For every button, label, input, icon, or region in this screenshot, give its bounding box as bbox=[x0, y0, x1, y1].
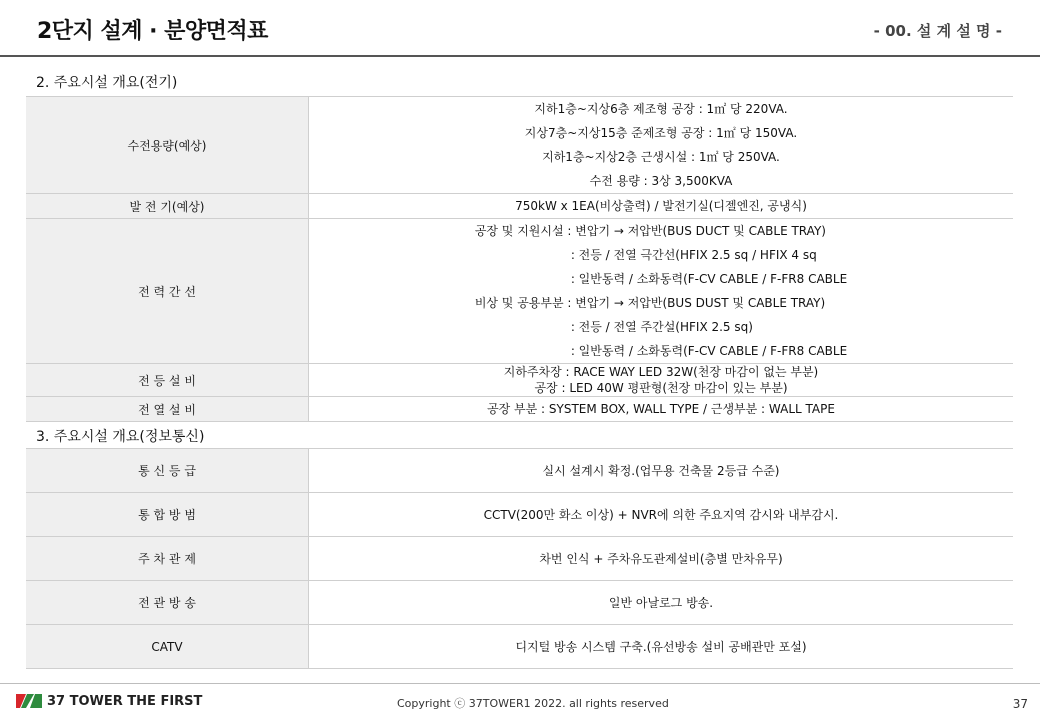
value-line: 공장 부분 : SYSTEM BOX, WALL TYPE / 근생부분 : WALL TAPE bbox=[487, 402, 835, 416]
row-value bbox=[309, 364, 1014, 397]
section-tag: - 00. 설 계 설 명 - bbox=[873, 22, 1002, 40]
feeder-block bbox=[475, 219, 847, 363]
brand-name: 37 TOWER THE FIRST bbox=[47, 694, 203, 709]
row-value bbox=[309, 97, 1014, 194]
row-label: 전 관 방 송 bbox=[26, 581, 309, 625]
row-value: 차번 인식 + 주차유도관제설비(층별 만차유무) bbox=[309, 537, 1014, 581]
value-line: 750kW x 1EA(비상출력) / 발전기실(디젤엔진, 공냉식) bbox=[515, 199, 807, 213]
electric-table bbox=[26, 96, 1013, 422]
table-row bbox=[26, 625, 1013, 669]
row-value: 일반 아날로그 방송. bbox=[309, 581, 1014, 625]
row-value: 실시 설계시 확정.(업무용 건축물 2등급 수준) bbox=[309, 449, 1014, 493]
value-line: 지하1층~지상6층 제조형 공장 : 1㎡ 당 220VA. bbox=[534, 102, 788, 116]
table-row bbox=[26, 194, 1013, 219]
table-row bbox=[26, 493, 1013, 537]
row-label: 전 력 간 선 bbox=[26, 219, 309, 364]
row-value bbox=[309, 194, 1014, 219]
row-label: 발 전 기(예상) bbox=[26, 194, 309, 219]
row-label: 통 합 방 범 bbox=[26, 493, 309, 537]
value-line: 수전 용량 : 3상 3,500KVA bbox=[589, 174, 733, 188]
value-line: 공장 : LED 40W 평판형(천장 마감이 있는 부분) bbox=[534, 381, 788, 395]
page-number: 37 bbox=[1012, 697, 1028, 711]
value-line: 비상 및 공용부분 : 변압기 → 저압반(BUS DUST 및 CABLE TRAY) bbox=[474, 296, 826, 310]
table-row bbox=[26, 449, 1013, 493]
value-line: : 일반동력 / 소화동력(F-CV CABLE / F-FR8 CABLE bbox=[570, 344, 848, 358]
page-header bbox=[0, 0, 1040, 56]
table-row bbox=[26, 364, 1013, 397]
row-label: 전 열 설 비 bbox=[26, 397, 309, 422]
table-row bbox=[26, 581, 1013, 625]
header-divider bbox=[0, 55, 1040, 57]
section-title-comm: 3. 주요시설 개요(정보통신) bbox=[36, 429, 205, 445]
row-label: 전 등 설 비 bbox=[26, 364, 309, 397]
row-value bbox=[309, 397, 1014, 422]
row-value bbox=[309, 219, 1014, 364]
page-title: 2단지 설계 · 분양면적표 bbox=[37, 19, 268, 44]
comm-table bbox=[26, 448, 1013, 669]
row-label: 통 신 등 급 bbox=[26, 449, 309, 493]
value-line: 지상7층~지상15층 준제조형 공장 : 1㎡ 당 150VA. bbox=[524, 126, 798, 140]
value-line: 지하1층~지상2층 근생시설 : 1㎡ 당 250VA. bbox=[542, 150, 780, 164]
table-row bbox=[26, 97, 1013, 194]
row-label: 수전용량(예상) bbox=[26, 97, 309, 194]
table-row bbox=[26, 219, 1013, 364]
value-line: : 전등 / 전열 극간선(HFIX 2.5 sq / HFIX 4 sq bbox=[570, 248, 817, 262]
value-line: : 전등 / 전열 주간설(HFIX 2.5 sq) bbox=[570, 320, 753, 334]
table-row bbox=[26, 537, 1013, 581]
row-value: 디지털 방송 시스템 구축.(유선방송 설비 공배관만 포설) bbox=[309, 625, 1014, 669]
row-label: 주 차 관 제 bbox=[26, 537, 309, 581]
row-value: CCTV(200만 화소 이상) + NVR에 의한 주요지역 감시와 내부감시. bbox=[309, 493, 1014, 537]
value-line: 지하주차장 : RACE WAY LED 32W(천장 마감이 없는 부분) bbox=[503, 365, 819, 379]
value-line: : 일반동력 / 소화동력(F-CV CABLE / F-FR8 CABLE bbox=[570, 272, 848, 286]
table-row bbox=[26, 397, 1013, 422]
row-label: CATV bbox=[26, 625, 309, 669]
brand-logo-icon bbox=[16, 691, 42, 711]
copyright-text: Copyright ⓒ 37TOWER1 2022. all rights reserved bbox=[397, 697, 669, 710]
footer-divider bbox=[0, 683, 1040, 684]
section-title-electric: 2. 주요시설 개요(전기) bbox=[36, 75, 178, 91]
value-line: 공장 및 지원시설 : 변압기 → 저압반(BUS DUCT 및 CABLE TRAY) bbox=[474, 224, 826, 238]
